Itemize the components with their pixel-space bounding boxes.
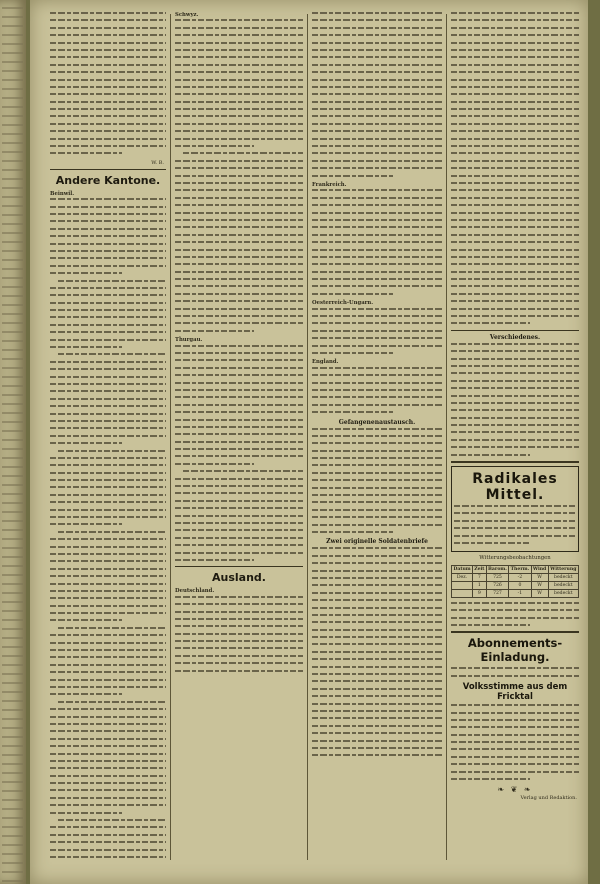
article-text bbox=[451, 667, 579, 676]
table-cell: 1 bbox=[473, 581, 487, 589]
article-text bbox=[175, 596, 303, 672]
column-1 bbox=[50, 12, 166, 862]
table-cell: bedeckt bbox=[548, 573, 578, 581]
table-cell: W bbox=[531, 573, 548, 581]
table-header: Barom. bbox=[488, 566, 507, 572]
weather-table bbox=[451, 565, 579, 598]
table-header: Witterung bbox=[548, 565, 578, 573]
ad-text bbox=[454, 505, 576, 544]
table-row bbox=[452, 589, 579, 597]
column-2 bbox=[175, 12, 303, 862]
table-cell: 725 bbox=[486, 573, 509, 581]
table-header: Zeit bbox=[474, 566, 485, 572]
article-text bbox=[312, 308, 442, 354]
ornament-divider-icon: ❧ ❦ ❧ bbox=[497, 785, 533, 795]
article-text bbox=[175, 19, 303, 331]
column-4 bbox=[451, 12, 579, 862]
divider bbox=[50, 169, 166, 170]
section-label-frankreich: Frankreich. bbox=[312, 181, 347, 188]
table-cell: 727 bbox=[486, 589, 509, 597]
article-text bbox=[312, 12, 442, 177]
heading-verschiedenes: Verschiedenes. bbox=[489, 333, 541, 341]
table-cell bbox=[452, 581, 473, 589]
article-text bbox=[312, 428, 442, 533]
article-text bbox=[451, 602, 579, 626]
heading-radikales-mittel: Radikales Mittel. bbox=[472, 471, 558, 504]
divider bbox=[451, 631, 579, 633]
section-label-oesterreich: Oesterreich-Ungarn. bbox=[312, 300, 374, 307]
table-cell: 9 bbox=[473, 589, 487, 597]
divider bbox=[451, 461, 579, 463]
table-cell: W bbox=[531, 589, 548, 597]
adjacent-page-strip bbox=[0, 0, 26, 884]
table-cell bbox=[452, 589, 473, 597]
article-text bbox=[175, 345, 303, 561]
closing-signature: Verlag und Redaktion. bbox=[520, 795, 577, 802]
article-text bbox=[312, 367, 442, 413]
table-cell: bedeckt bbox=[548, 581, 578, 589]
table-cell: W bbox=[531, 581, 548, 589]
table-cell: 726 bbox=[486, 581, 509, 589]
article-text bbox=[50, 12, 166, 154]
table-header: Therm. bbox=[510, 566, 530, 572]
section-label-england: England. bbox=[312, 359, 339, 366]
divider bbox=[451, 330, 579, 331]
table-header: Datum bbox=[453, 566, 471, 572]
article-text bbox=[312, 189, 442, 294]
column-3 bbox=[312, 12, 442, 862]
table-row bbox=[452, 581, 579, 589]
advertisement-box bbox=[451, 466, 579, 552]
column-rule bbox=[307, 14, 308, 860]
section-label-schwyz: Schwyz. bbox=[175, 12, 199, 18]
heading-ausland: Ausland. bbox=[212, 571, 266, 585]
table-cell: 0 bbox=[509, 581, 531, 589]
heading-andere-kantone: Andere Kantone. bbox=[55, 173, 161, 187]
newspaper-page bbox=[30, 0, 588, 884]
divider bbox=[175, 566, 303, 567]
weather-table-header bbox=[452, 565, 579, 573]
table-cell: -2 bbox=[509, 573, 531, 581]
table-cell: 7 bbox=[473, 573, 487, 581]
column-rule bbox=[446, 14, 447, 860]
column-rule bbox=[170, 14, 171, 860]
table-row bbox=[452, 573, 579, 581]
table-header: Wind bbox=[532, 566, 547, 572]
article-text bbox=[50, 198, 166, 862]
table-cell: bedeckt bbox=[548, 589, 578, 597]
article-text bbox=[451, 12, 579, 324]
section-label-deutschland: Deutschland. bbox=[175, 588, 215, 595]
weather-caption: Witterungsbeobachtungen bbox=[479, 555, 551, 562]
signature: W. B. bbox=[151, 159, 164, 166]
heading-abonnements: Abonnements-Einladung. bbox=[467, 636, 563, 665]
heading-volksstimme: Volksstimme aus dem Fricktal bbox=[462, 682, 568, 703]
heading-gefangenenaustausch: Gefangenenaustausch. bbox=[338, 418, 416, 426]
section-label-thurgau: Thurgau. bbox=[175, 337, 203, 344]
table-cell: Dez. bbox=[452, 573, 473, 581]
article-text bbox=[451, 704, 579, 780]
article-text bbox=[451, 343, 579, 456]
heading-soldatenbriefe: Zwei originelle Soldatenbriefe bbox=[326, 538, 428, 546]
table-cell: -1 bbox=[509, 589, 531, 597]
section-label-beinwil: Beinwil. bbox=[50, 190, 75, 197]
article-text bbox=[312, 547, 442, 756]
